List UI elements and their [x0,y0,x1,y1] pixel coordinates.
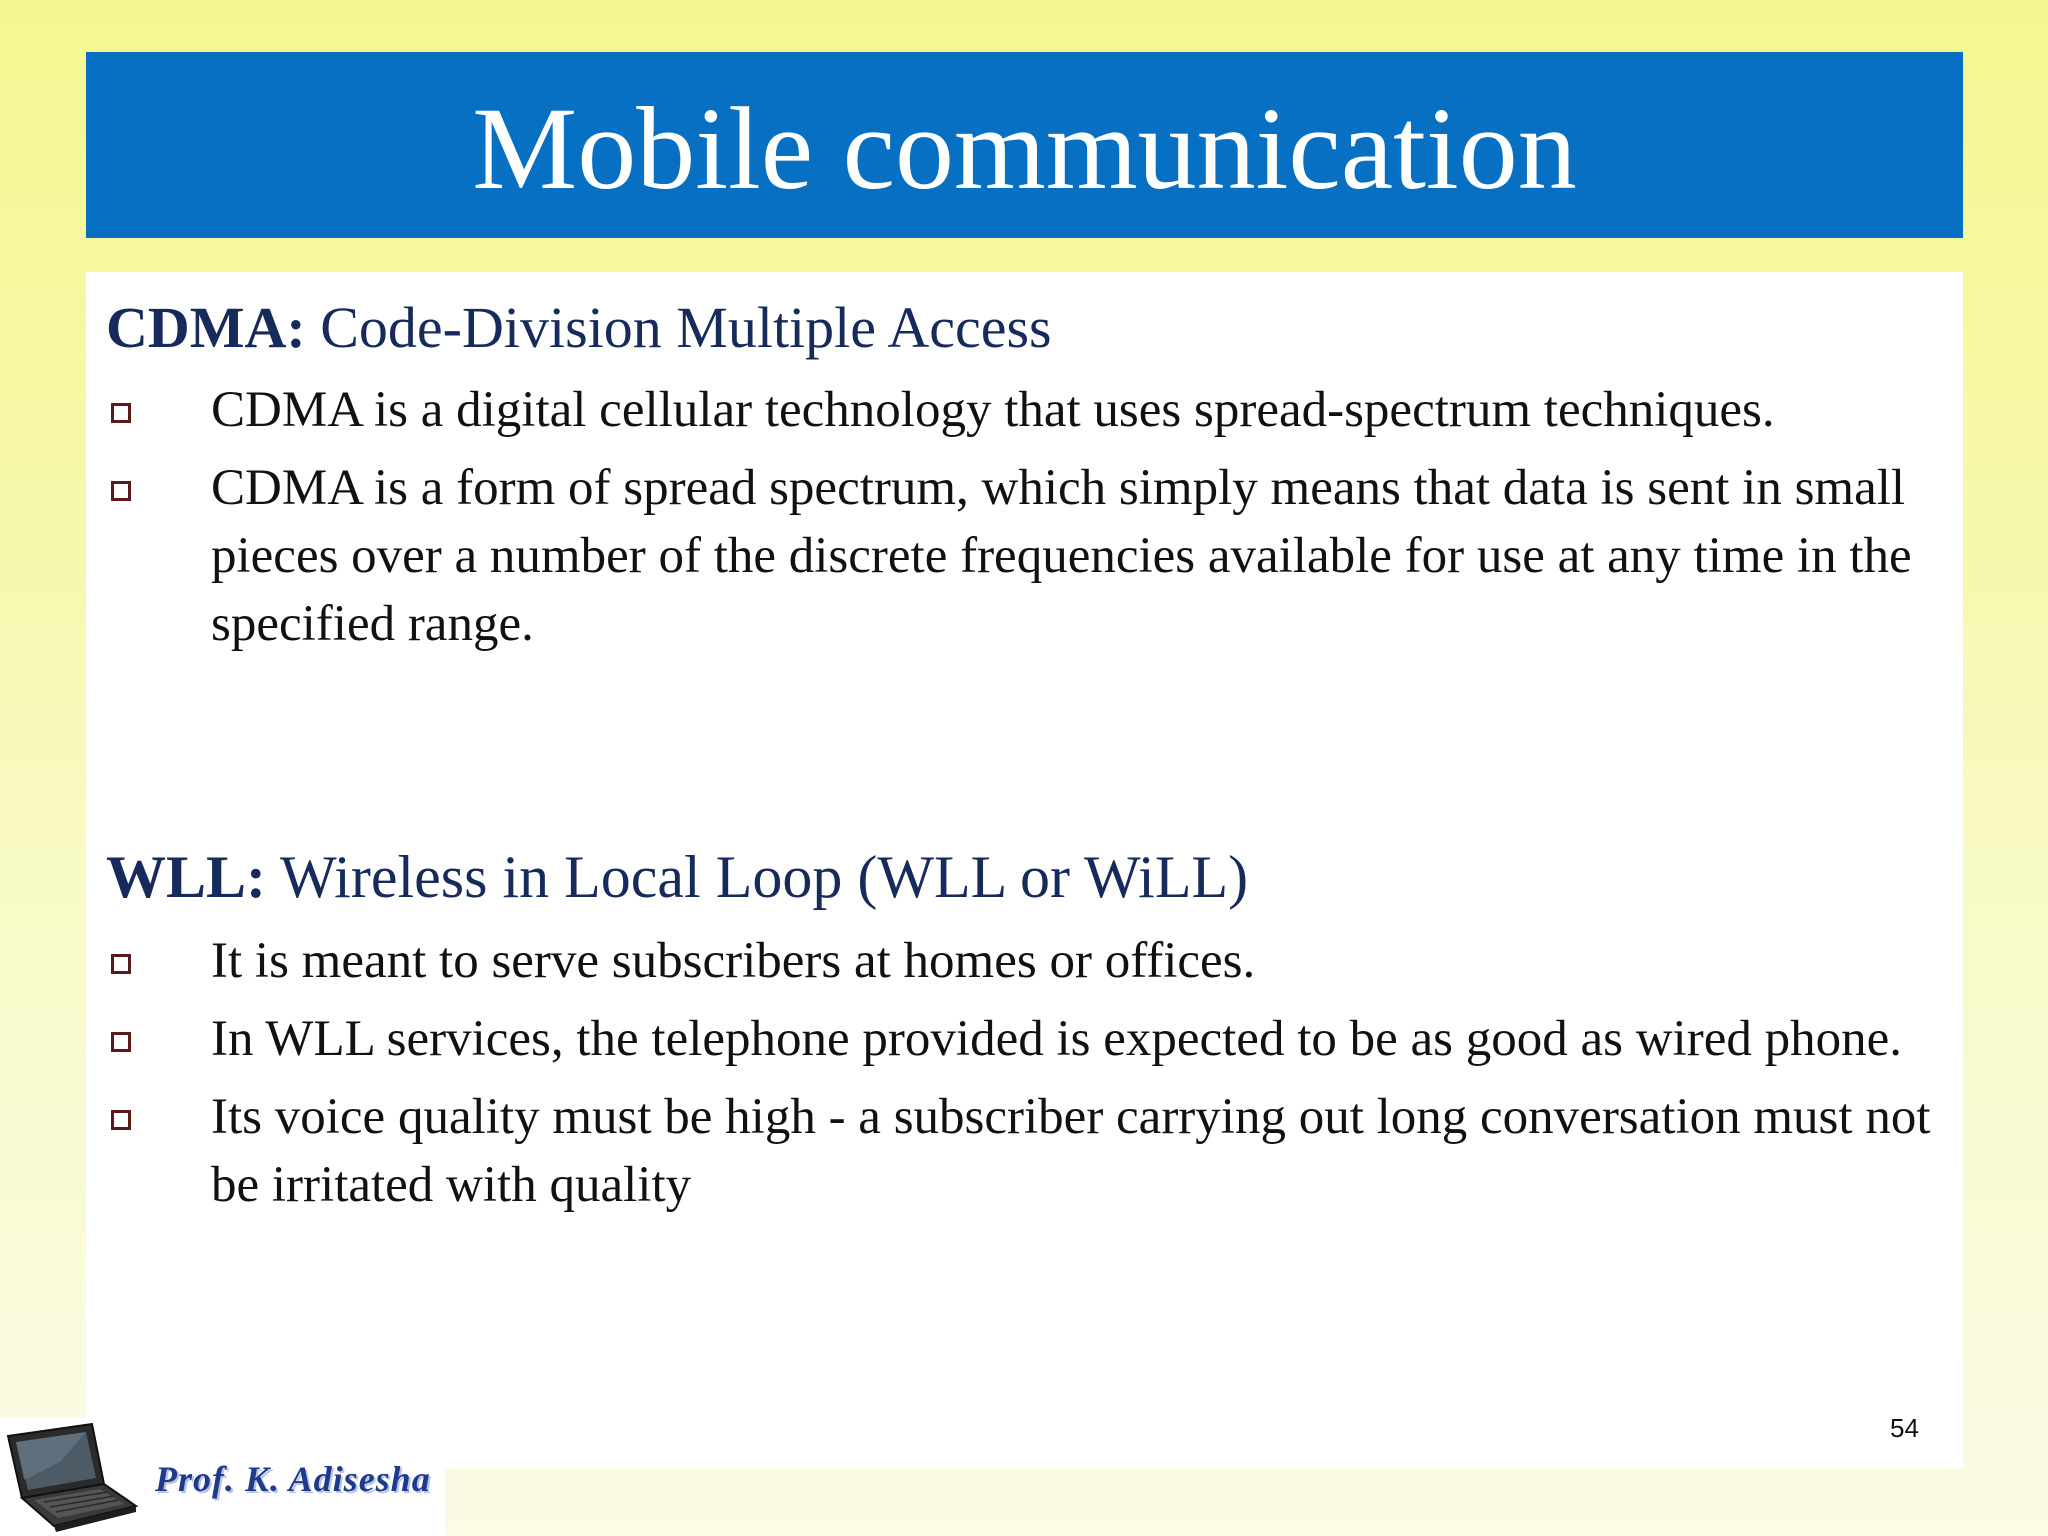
laptop-icon [0,1422,140,1534]
square-bullet-icon [111,1110,131,1130]
section-cdma [106,290,1956,658]
bullet-list [106,376,1956,658]
author-name: Prof. K. Adisesha [155,1459,431,1499]
section-heading [106,837,1956,917]
slide-number: 54 [1890,1413,1919,1443]
square-bullet-icon [111,403,131,423]
bullet-list [106,927,1956,1219]
title-bar [86,52,1963,238]
list-item [106,454,1956,658]
slide-title: Mobile communication [472,83,1577,214]
bullet-text: CDMA is a form of spread spectrum, which simply means that data is sent in small pieces over a number of the discrete frequencies available for use at any time in the specified range. [211,460,1912,652]
heading-key: WLL: [106,844,267,910]
heading-text: Wireless in Local Loop (WLL or WiLL) [266,844,1249,910]
bullet-text: CDMA is a digital cellular technology that uses spread-spectrum techniques. [211,382,1775,438]
content-panel [86,272,1963,1468]
list-item [106,1005,1956,1073]
footer-logo [0,1418,445,1536]
bullet-text: It is meant to serve subscribers at homes or offices. [211,933,1256,989]
heading-text: Code-Division Multiple Access [305,295,1052,360]
heading-key: CDMA: [106,295,306,360]
list-item [106,1083,1956,1219]
section-wll [106,837,1956,1219]
square-bullet-icon [111,1032,131,1052]
bullet-text: In WLL services, the telephone provided is expected to be as good as wired phone. [211,1011,1902,1067]
section-heading [106,290,1956,366]
list-item [106,927,1956,995]
bullet-text: Its voice quality must be high - a subscriber carrying out long conversation must not be irritated with quality [211,1089,1931,1213]
square-bullet-icon [111,481,131,501]
list-item [106,376,1956,444]
square-bullet-icon [111,954,131,974]
